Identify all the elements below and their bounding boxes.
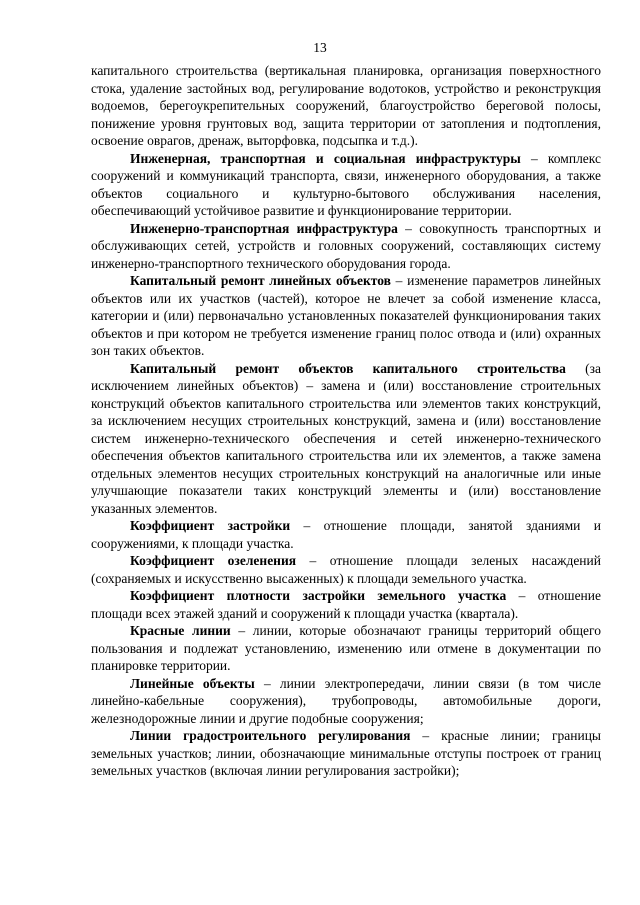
definition-paragraph xyxy=(91,727,601,780)
page-number: 13 xyxy=(313,40,327,55)
term-heading: Линии градостроительного регулирования xyxy=(130,728,411,743)
definition-text: – изменение параметров линейных объектов или их участков (частей), которое не влечет за собой изменение класса, категории и (или) первоначально установленных показателей функционирования таких объектов и при котором не требуется изменение границ полос отвода и (или) охранных зон таких объектов. xyxy=(91,273,601,358)
document-body xyxy=(91,62,601,780)
term-heading: Инженерная, транспортная и социальная инфраструктуры xyxy=(130,150,521,166)
term-heading: Коэффициент озеленения xyxy=(130,553,297,568)
definition-paragraph xyxy=(91,272,601,360)
definition-text: – совокупность транспортных и обслуживающих сетей, устройств и головных сооружений, составляющих систему инженерно-транспортного технического оборудования города. xyxy=(91,220,602,271)
definition-paragraph xyxy=(91,552,601,587)
definition-paragraph xyxy=(91,675,601,728)
term-heading: Коэффициент застройки xyxy=(130,518,291,533)
definition-text: – комплекс сооружений и коммуникаций транспорта, связи, инженерного оборудования, а также объектов социального и культурно-бытового обслуживания населения, обеспечивающий устойчивое развитие и функционирование территории. xyxy=(91,150,602,218)
definition-paragraph xyxy=(91,360,601,518)
definition-paragraph xyxy=(91,62,601,150)
term-heading: Линейные объекты xyxy=(130,675,255,691)
definition-text: – линии, которые обозначают границы территорий общего пользования и подлежат установлению, изменению или отмене в документации по планировке территории. xyxy=(91,623,601,673)
term-heading: Инженерно-транспортная инфраструктура xyxy=(130,220,398,236)
term-heading: Капитальный ремонт объектов капитального строительства xyxy=(130,360,566,376)
definition-text: капитального строительства (вертикальная планировка, организация поверхностного стока, удаление застойных вод, регулирование водотоков, устройство и реконструкция водоемов, берегоукрепительных сооружений, благоустройство береговой полосы, понижение уровня грунтовых вод, защита территории от затопления и подтопления, освоение оврагов, дренаж, выторфовка, подсыпка и т.д.). xyxy=(91,63,601,148)
definition-text: – отношение площади всех этажей зданий и сооружений к площади участка (квартала). xyxy=(91,588,601,621)
term-heading: Красные линии xyxy=(130,623,231,638)
definition-text: – отношение площади зеленых насаждений (сохраняемых и искусственно высаженных) к площади земельного участка. xyxy=(91,553,601,586)
definition-paragraph xyxy=(91,517,601,552)
term-heading: Капитальный ремонт линейных объектов xyxy=(130,273,391,288)
definition-paragraph xyxy=(91,220,601,273)
definition-paragraph xyxy=(91,622,601,675)
term-heading: Коэффициент плотности застройки земельного участка xyxy=(130,588,507,603)
definition-paragraph xyxy=(91,150,601,220)
definition-text: – отношение площади, занятой зданиями и сооружениями, к площади участка. xyxy=(91,518,601,551)
definition-paragraph xyxy=(91,587,601,622)
definition-text: – красные линии; границы земельных участков; линии, обозначающие минимальные отступы построек от границ земельных участков (включая линии регулирования застройки); xyxy=(91,728,601,778)
definition-text: – линии электропередачи, линии связи (в том числе линейно-кабельные сооружения), трубопроводы, автомобильные дороги, железнодорожные линии и другие подобные сооружения; xyxy=(91,675,601,726)
definition-text: (за исключением линейных объектов) – замена и (или) восстановление строительных конструкций объектов капитального строительства или элементов таких конструкций, за исключением несущих строительных конструкций, замена и (или) восстановление систем инженерно-технического обеспечения и сетей инженерно-технического обеспечения объектов капитального строительства или их элементов, а также замена отдельных элементов несущих строительных конструкций на аналогичные или иные улучшающие показатели таких конструкций элементы и (или) восстановление указанных элементов. xyxy=(91,360,601,516)
